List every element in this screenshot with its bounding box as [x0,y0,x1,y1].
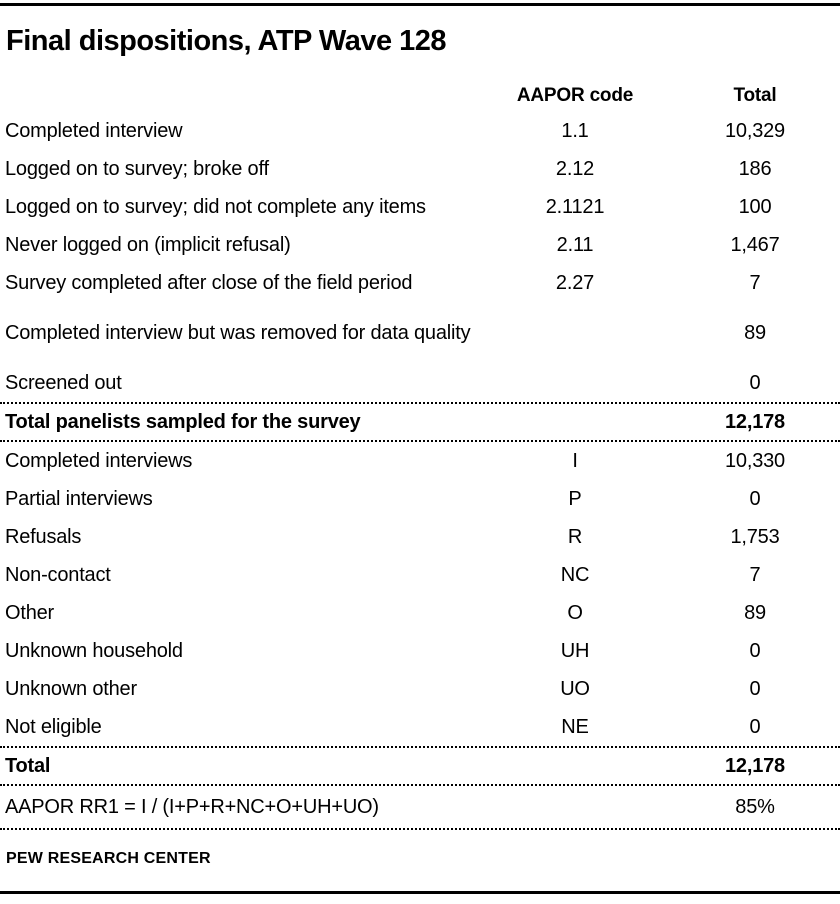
row-label: Completed interview but was removed for data quality [5,322,471,344]
row-label: Logged on to survey; did not complete any items [5,196,426,218]
row-label: Other [5,602,55,624]
row-total: 10,330 [725,449,785,472]
top-rule [0,3,840,6]
row-aapor-code: NC [560,563,590,586]
row-total: 0 [749,639,761,662]
table-row [0,632,840,670]
row-label: Logged on to survey; broke off [5,158,269,180]
row-label: Total panelists sampled for the survey [5,411,361,433]
row-label: Never logged on (implicit refusal) [5,234,291,256]
row-aapor-code: 2.27 [555,271,595,294]
row-label: Survey completed after close of the field period [5,272,413,294]
response-rate-row [0,786,840,830]
row-label: Completed interview [5,120,183,142]
row-aapor-code: UH [560,639,590,662]
table-total-row [0,746,840,786]
row-label: AAPOR RR1 = I / (I+P+R+NC+O+UH+UO) [5,796,379,818]
row-total: 0 [749,371,761,394]
row-label: Screened out [5,372,122,394]
row-aapor-code: UO [560,677,590,700]
table-row [0,112,840,150]
column-header-aapor-code: AAPOR code [516,85,634,106]
row-total: 89 [744,321,766,344]
row-label: Completed interviews [5,450,193,472]
row-total: 10,329 [725,119,785,142]
row-aapor-code: 2.11 [556,233,594,256]
row-total: 0 [749,677,761,700]
table-row [0,150,840,188]
row-total: 7 [749,563,761,586]
row-label: Refusals [5,526,82,548]
table-row [0,442,840,480]
page-title: Final dispositions, ATP Wave 128 [6,25,447,57]
row-aapor-code: 1.1 [561,119,589,142]
row-aapor-code: 2.1121 [545,195,605,218]
table-total-row [0,402,840,442]
row-total: 89 [744,601,766,624]
row-aapor-code: I [572,449,578,472]
row-total: 1,753 [730,525,780,548]
row-aapor-code: O [567,601,583,624]
row-label: Total [5,755,51,777]
row-total: 0 [749,715,761,738]
table-row [0,480,840,518]
row-total: 0 [749,487,761,510]
row-total: 12,178 [725,754,785,777]
table-row [0,302,840,364]
column-header-total: Total [733,85,777,106]
row-total: 186 [738,157,772,180]
row-label: Unknown household [5,640,183,662]
table-row [0,264,840,302]
row-label: Not eligible [5,716,102,738]
row-total: 85% [735,795,775,818]
row-total: 7 [749,271,761,294]
row-aapor-code: R [567,525,583,548]
row-aapor-code: P [568,487,582,510]
table-row [0,518,840,556]
table-row [0,708,840,746]
row-total: 100 [738,195,772,218]
row-aapor-code: 2.12 [555,157,595,180]
table-row [0,188,840,226]
table-row [0,226,840,264]
row-total: 1,467 [730,233,780,256]
table-row [0,670,840,708]
row-label: Unknown other [5,678,137,700]
dispositions-table [0,80,840,830]
row-total: 12,178 [725,410,785,433]
table-row [0,594,840,632]
row-label: Non-contact [5,564,111,586]
table-header-row [0,80,840,112]
table-row [0,364,840,402]
row-label: Partial interviews [5,488,153,510]
bottom-rule [0,891,840,894]
source-label: PEW RESEARCH CENTER [6,850,211,867]
table-row [0,556,840,594]
row-aapor-code: NE [561,715,589,738]
